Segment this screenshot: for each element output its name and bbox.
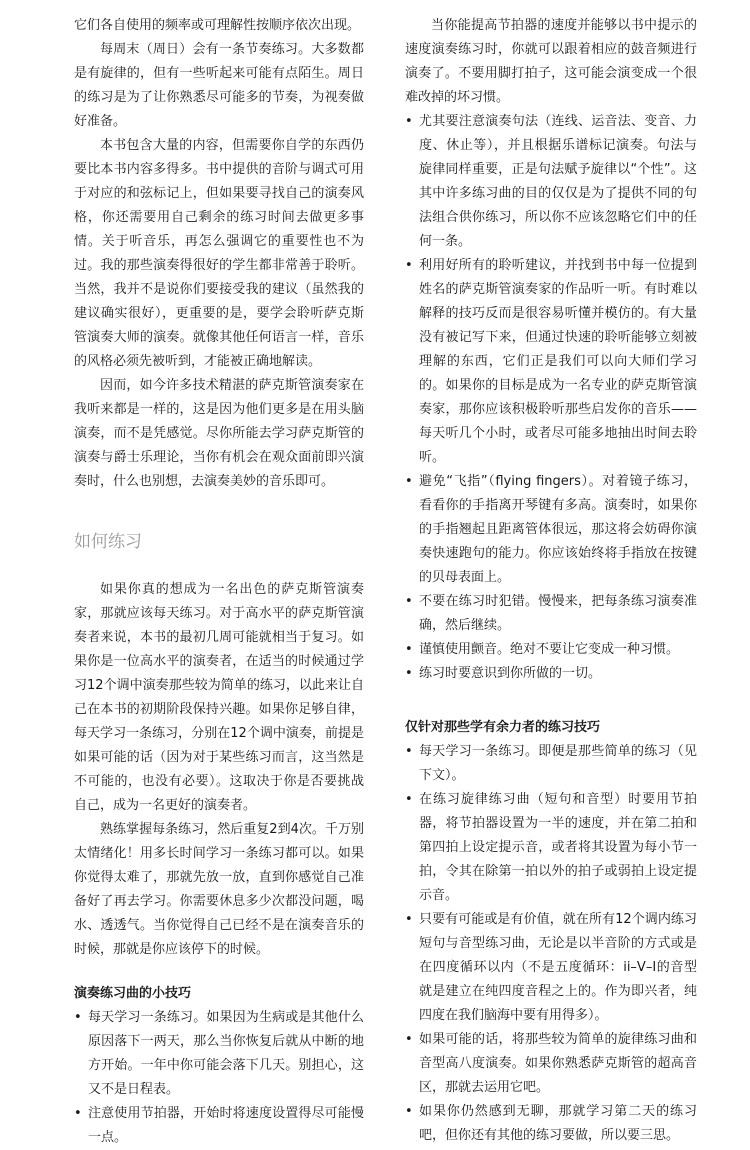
list-item: • 避免“飞指”（flying fingers）。对着镜子练习，看看你的手指离开琴键有多高。演奏时，如果你的手指翘起且距离管体很远，那这将会妨碍你演奏快速跑句的能力。你应该始终将手指放在按键的贝母表面上。 bbox=[405, 470, 697, 590]
list-item: • 在练习旋律练习曲（短句和音型）时要用节拍器，将节拍器设置为一半的速度，并在第二拍和第四拍上设定提示音，或者将其设置为每小节一拍，令其在除第一拍以外的拍子或弱拍上设定提示音。 bbox=[405, 788, 697, 908]
list-item: • 利用好所有的聆听建议，并找到书中每一位提到姓名的萨克斯管演奏家的作品听一听。有时难以解释的技巧反而是很容易听懂并模仿的。有大量没有被记写下来，但通过快速的聆听能够立刻被理解的东西，它们正是我们可以向大师们学习的。如果你的目标是成为一名专业的萨克斯管演奏家，那你应该积极聆听那些启发你的音乐——每天听几个小时，或者尽可能多地抽出时间去聆听。 bbox=[405, 254, 697, 470]
list-item: • 如果可能的话，将那些较为简单的旋律练习曲和音型高八度演奏。如果你熟悉萨克斯管的超高音区，那就去运用它吧。 bbox=[405, 1028, 697, 1100]
list-item: • 每天学习一条练习。即便是那些简单的练习（见下文）。 bbox=[405, 740, 697, 788]
paragraph: 熟练掌握每条练习，然后重复2到4次。千万别太情绪化！用多长时间学习一条练习都可以。如果你觉得太难了，那就先放一放，直到你感觉自己准备好了再去学习。你需要休息多少次都没问题，喝水、透透气。当你觉得自己已经不是在演奏音乐的时候，那就是你应该停下的时候。 bbox=[74, 822, 364, 957]
left-column bbox=[74, 14, 364, 1150]
list-item: • 如果你仍然感到无聊，那就学习第二天的练习吧，但你还有其他的练习要做，所以要三思。 bbox=[405, 1100, 697, 1148]
paragraph: 它们各自使用的频率或可理解性按顺序依次出现。 bbox=[74, 18, 361, 33]
paragraph: 当你能提高节拍器的速度并能够以书中提示的速度演奏练习时，你就可以跟着相应的鼓音频进行演奏了。不要用脚打拍子，这可能会演变成一个很难改掉的坏习惯。 bbox=[405, 18, 697, 105]
paragraph: 如果你真的想成为一名出色的萨克斯管演奏家，那就应该每天练习。对于高水平的萨克斯管演奏者来说，本书的最初几周可能就相当于复习。如果你是一位高水平的演奏者，在适当的时候通过学习12个调中演奏那些较为简单的练习，以此来让自己在本书的初期阶段保持兴趣。如果你足够自律，每天学习一条练习，分别在12个调中演奏，前提是如果可能的话（因为对于某些练习而言，这当然是不可能的，也没有必要）。这取决于你是否要挑战自己，成为一名更好的演奏者。 bbox=[74, 582, 364, 813]
list-item: • 只要有可能或是有价值，就在所有12个调内练习短句与音型练习曲，无论是以半音阶的方式或是在四度循环以内（不是五度循环：ii–V–I的音型就是建立在纯四度音程之上的。作为即兴者，纯四度在我们脑海中要有用得多）。 bbox=[405, 908, 697, 1028]
subsection-heading: 演奏练习曲的小技巧 bbox=[74, 986, 192, 1001]
right-column bbox=[405, 14, 697, 1148]
tips-list bbox=[74, 1006, 364, 1150]
list-item: • 每天学习一条练习。如果因为生病或是其他什么原因落下一两天，那么当你恢复后就从中断的地方开始。一年中你可能会落下几天。别担心，这又不是日程表。 bbox=[74, 1006, 364, 1102]
subsection-heading: 仅针对那些学有余力者的练习技巧 bbox=[405, 720, 601, 735]
list-item: • 注意使用节拍器，开始时将速度设置得尽可能慢一点。 bbox=[74, 1102, 364, 1150]
list-item: • 谨慎使用颤音。绝对不要让它变成一种习惯。 bbox=[405, 638, 697, 662]
advanced-tips-list bbox=[405, 740, 697, 1148]
list-item: • 尤其要注意演奏句法（连线、运音法、变音、力度、休止等），并且根据乐谱标记演奏。句法与旋律同样重要，正是句法赋予旋律以“个性”。这其中许多练习曲的目的仅仅是为了提供不同的句法组合供你练习，所以你不应该忽略它们中的任何一条。 bbox=[405, 110, 697, 254]
paragraph: 每周末（周日）会有一条节奏练习。大多数都是有旋律的，但有一些听起来可能有点陌生。周日的练习是为了让你熟悉尽可能多的节奏，为视奏做好准备。 bbox=[74, 42, 364, 129]
section-heading: 如何练习 bbox=[74, 532, 142, 552]
paragraph: 因而，如今许多技术精湛的萨克斯管演奏家在我听来都是一样的，这是因为他们更多是在用头脑演奏，而不是凭感觉。尽你所能去学习萨克斯管的演奏与爵士乐理论，当你有机会在观众面前即兴演奏时，什么也别想，去演奏美妙的音乐即可。 bbox=[74, 378, 364, 489]
list-item: • 练习时要意识到你所做的一切。 bbox=[405, 662, 697, 686]
paragraph: 本书包含大量的内容，但需要你自学的东西仍要比本书内容多得多。书中提供的音阶与调式可用于对应的和弦标记上，但如果要寻找自己的演奏风格，你还需要用自己剩余的练习时间去做更多事情。关于听音乐，再怎么强调它的重要性也不为过。我的那些演奏得很好的学生都非常善于聆听。当然，我并不是说你们要接受我的建议（虽然我的建议确实很好），更重要的是，要学会聆听萨克斯管演奏大师的演奏。就像其他任何语言一样，音乐的风格必须先被听到，才能被正确地解读。 bbox=[74, 138, 364, 369]
list-item: • 不要在练习时犯错。慢慢来，把每条练习演奏准确，然后继续。 bbox=[405, 590, 697, 638]
tips-list-continued bbox=[405, 110, 697, 686]
